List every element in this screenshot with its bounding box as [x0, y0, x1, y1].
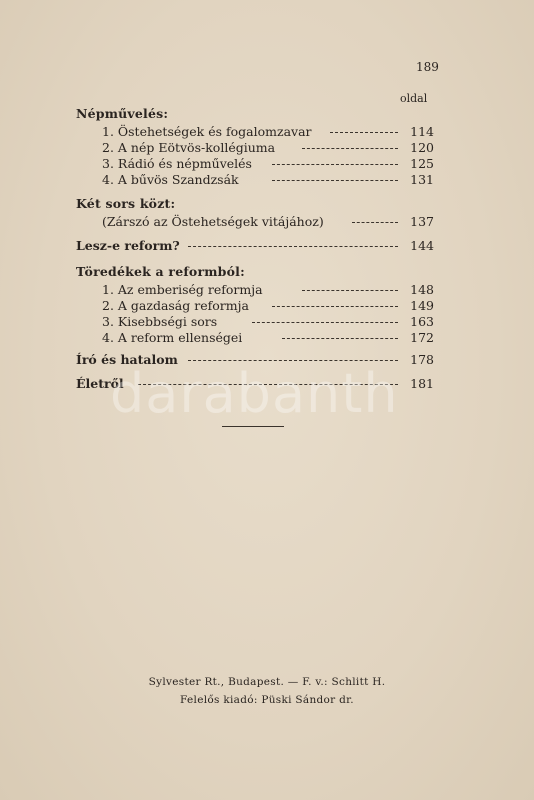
dot-leader: [330, 132, 398, 133]
toc-entry: [76, 376, 434, 392]
toc-entry-label: 2. A nép Eötvös-kollégiuma: [102, 140, 276, 155]
dot-leader: [188, 246, 398, 247]
section-title-ket-sors: Két sors közt:: [76, 196, 176, 211]
page-column-label: oldal: [400, 92, 428, 105]
toc-entry-page: 131: [410, 172, 434, 187]
section-title-nepmuveles: Népművelés:: [76, 106, 169, 121]
toc-entry-page: 149: [410, 298, 434, 313]
toc-entry-page: 144: [410, 238, 434, 253]
toc-entry: [76, 330, 434, 346]
toc-entry: [76, 172, 434, 188]
toc-entry-page: 181: [410, 376, 434, 391]
dot-leader: [272, 180, 398, 181]
toc-entry-page: 114: [410, 124, 434, 139]
dot-leader: [272, 306, 398, 307]
toc-entry-label: 3. Kisebbségi sors: [102, 314, 218, 329]
toc-entry-label: 4. A reform ellenségei: [102, 330, 243, 345]
toc-entry: [76, 238, 434, 254]
toc-entry: [76, 156, 434, 172]
toc-entry-page: 172: [410, 330, 434, 345]
toc-entry-page: 125: [410, 156, 434, 171]
section-divider: [222, 426, 284, 427]
toc-entry: [76, 352, 434, 368]
toc-entry-page: 120: [410, 140, 434, 155]
dot-leader: [352, 222, 398, 223]
dot-leader: [272, 164, 398, 165]
page-number: 189: [416, 60, 439, 74]
toc-entry: [76, 124, 434, 140]
printer-imprint: Sylvester Rt., Budapest. — F. v.: Schlitt H.: [148, 676, 386, 688]
dot-leader: [138, 384, 398, 385]
toc-entry-label: 1. Az emberiség reformja: [102, 282, 263, 297]
toc-entry-label: 2. A gazdaság reformja: [102, 298, 249, 313]
toc-entry-label: Író és hatalom: [76, 352, 178, 367]
toc-entry-page: 178: [410, 352, 434, 367]
toc-entry-page: 148: [410, 282, 434, 297]
toc-entry-label: Életről: [76, 376, 124, 391]
toc-entry-label: 4. A bűvös Szandzsák: [102, 172, 239, 187]
toc-entry-label: (Zárszó az Östehetségek vitájához): [102, 214, 324, 229]
dot-leader: [302, 290, 398, 291]
toc-entry-page: 137: [410, 214, 434, 229]
toc-entry-label: 3. Rádió és népművelés: [102, 156, 252, 171]
toc-entry-label: Lesz-e reform?: [76, 238, 180, 253]
toc-entry: [76, 214, 434, 230]
section-title-toredekek: Töredékek a reformból:: [76, 264, 245, 279]
dot-leader: [302, 148, 398, 149]
toc-entry: [76, 282, 434, 298]
toc-entry-label: 1. Östehetségek és fogalomzavar: [102, 124, 312, 139]
watermark-text: darabanth: [110, 362, 399, 425]
publisher-imprint: Felelős kiadó: Püski Sándor dr.: [180, 694, 354, 706]
toc-entry-page: 163: [410, 314, 434, 329]
dot-leader: [188, 360, 398, 361]
toc-entry: [76, 314, 434, 330]
toc-entry: [76, 298, 434, 314]
toc-entry: [76, 140, 434, 156]
dot-leader: [252, 322, 398, 323]
dot-leader: [282, 338, 398, 339]
